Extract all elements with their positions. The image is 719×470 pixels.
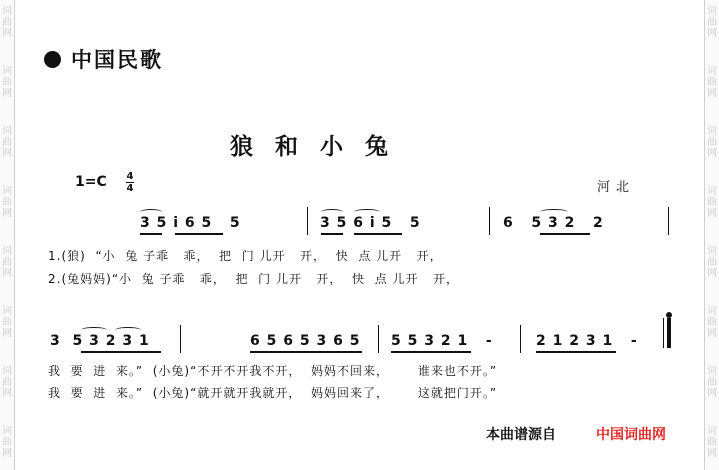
watermark-column: 词 曲 网 xyxy=(2,126,12,159)
final-barline-thin xyxy=(663,318,664,348)
measure-notes: 6 5 6 5 3 6 5 xyxy=(250,333,361,349)
watermark-column: 词 曲 网 xyxy=(707,306,717,339)
lyric-line: 我 要 进 来。” (小兔)“就开就开我就开， 妈妈回来了， 这就把门开。” xyxy=(48,386,498,400)
watermark-column: 词 曲 网 xyxy=(707,186,717,219)
lyric-line: 2.(兔妈妈)“小 兔 子乖 乖， 把 门 儿开 开， 快 点 儿开 开， xyxy=(48,272,459,286)
watermark-column: 词 曲 网 xyxy=(2,66,12,99)
slur xyxy=(115,327,141,333)
lyric-line: 我 要 进 来。” (小兔)“不开不开我不开， 妈妈不回来， 谁来也不开。” xyxy=(48,364,498,378)
watermark-column: 词 曲 网 xyxy=(2,186,12,219)
time-signature xyxy=(126,172,134,193)
beam xyxy=(354,233,402,235)
key-signature: 1=C xyxy=(75,174,107,190)
bullet-icon xyxy=(44,51,61,68)
barline xyxy=(489,207,490,235)
beam xyxy=(175,233,223,235)
beam xyxy=(81,351,161,353)
beam xyxy=(536,351,616,353)
song-region: 河北 xyxy=(597,180,636,195)
measure-notes: 6 5 3 2 2 xyxy=(503,215,604,231)
watermark-column: 词 曲 网 xyxy=(707,366,717,399)
barline xyxy=(520,325,521,353)
slur xyxy=(81,327,107,333)
time-signature-top: 4 xyxy=(126,171,134,182)
slur xyxy=(321,209,343,215)
measure-notes: 2 1 2 3 1 - xyxy=(536,333,638,349)
watermark-column: 词 曲 网 xyxy=(2,306,12,339)
measure-notes: 3 5 6 i 5 5 xyxy=(320,215,421,231)
section-title: 中国民歌 xyxy=(71,48,163,72)
time-signature-bottom: 4 xyxy=(126,183,134,194)
section-header xyxy=(44,44,163,74)
beam xyxy=(391,351,471,353)
repeat-dot xyxy=(666,312,672,318)
barline xyxy=(378,325,379,353)
slur xyxy=(140,209,162,215)
watermark-column: 词 曲 网 xyxy=(707,246,717,279)
measure-notes: 3 5 3 2 3 1 xyxy=(50,333,150,349)
beam xyxy=(140,233,162,235)
beam xyxy=(250,351,362,353)
measure-notes: 3 5 i 6 5 5 xyxy=(140,215,241,231)
slur xyxy=(354,209,380,215)
barline xyxy=(180,325,181,353)
watermark-column: 词 曲 网 xyxy=(707,426,717,459)
source-site-link[interactable]: 中国词曲网 xyxy=(596,427,666,443)
watermark-column: 词 曲 网 xyxy=(707,66,717,99)
watermark-column: 词 曲 网 xyxy=(2,6,12,39)
lyric-line: 1.(狼) “小 兔 子乖 乖， 把 门 儿开 开， 快 点 儿开 开， xyxy=(48,249,443,263)
beam xyxy=(540,233,590,235)
song-title: 狼和小兔 xyxy=(230,134,410,160)
source-label: 本曲谱源自 xyxy=(486,427,556,443)
watermark-column: 词 曲 网 xyxy=(2,246,12,279)
measure-notes: 5 5 3 2 1 - xyxy=(391,333,493,349)
watermark-column: 词 曲 网 xyxy=(2,426,12,459)
slur xyxy=(540,209,568,215)
barline xyxy=(668,207,669,235)
barline xyxy=(307,207,308,235)
watermark-column: 词 曲 网 xyxy=(707,6,717,39)
watermark-column: 词 曲 网 xyxy=(707,126,717,159)
final-barline-thick xyxy=(667,318,671,348)
watermark-column: 词 曲 网 xyxy=(2,366,12,399)
beam xyxy=(321,233,343,235)
